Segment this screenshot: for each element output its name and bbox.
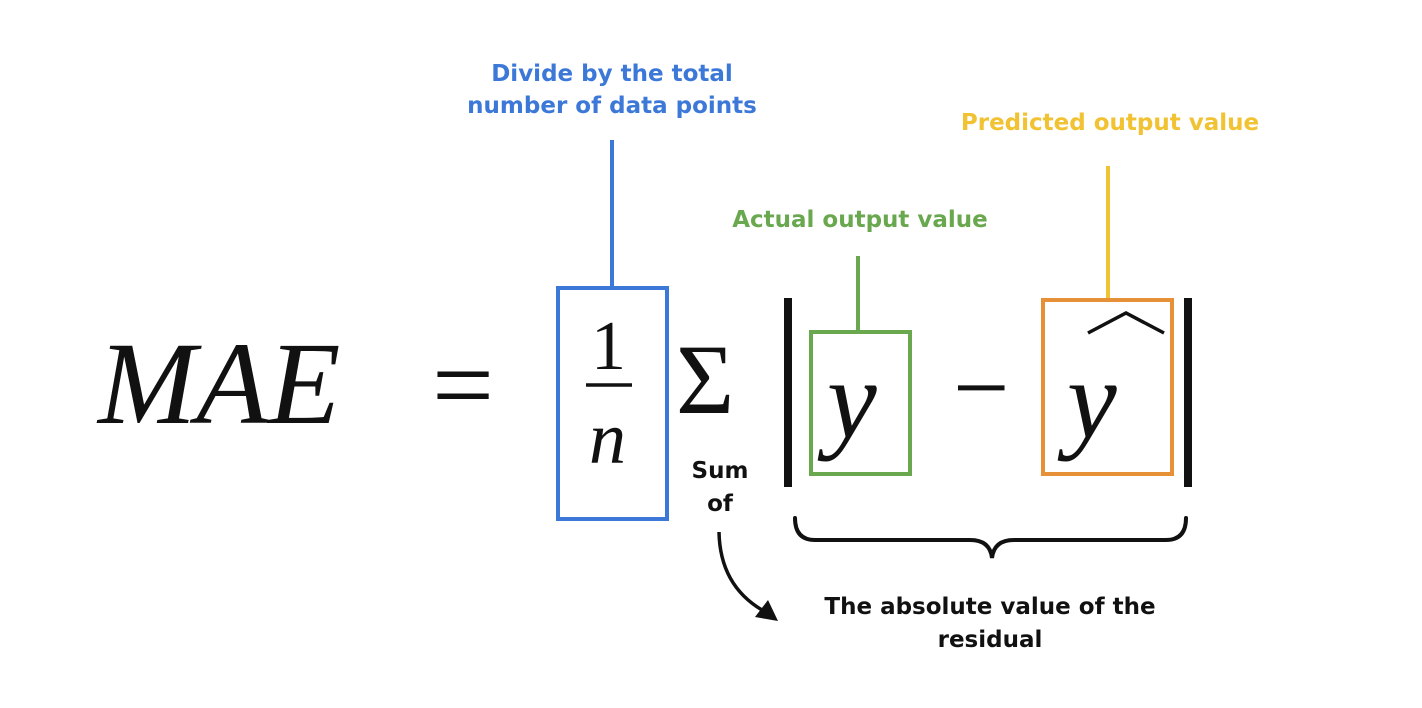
fraction-numerator: 1 — [591, 308, 626, 385]
hat-accent — [1088, 313, 1164, 333]
sum-arrow-curve — [719, 532, 762, 610]
summation-symbol: Σ — [676, 324, 735, 435]
sum-label-line2: of — [707, 491, 733, 517]
residual-label-line1: The absolute value of the — [824, 594, 1156, 620]
actual-value-symbol: y — [827, 338, 877, 462]
mae-symbol: MAE — [98, 318, 341, 449]
sum-arrow-head — [755, 600, 778, 621]
divide-label-line2: number of data points — [467, 93, 757, 119]
sum-label-line1: Sum — [691, 458, 749, 484]
actual-label: Actual output value — [732, 207, 988, 233]
minus-sign: − — [953, 332, 1010, 443]
predicted-value-symbol: y — [1067, 338, 1117, 462]
residual-brace — [795, 518, 1186, 558]
predicted-label: Predicted output value — [960, 110, 1260, 136]
fraction-denominator: n — [589, 398, 626, 480]
divide-label-line1: Divide by the total — [491, 61, 733, 87]
equals-sign: = — [432, 324, 495, 446]
residual-label-line2: residual — [937, 627, 1043, 653]
